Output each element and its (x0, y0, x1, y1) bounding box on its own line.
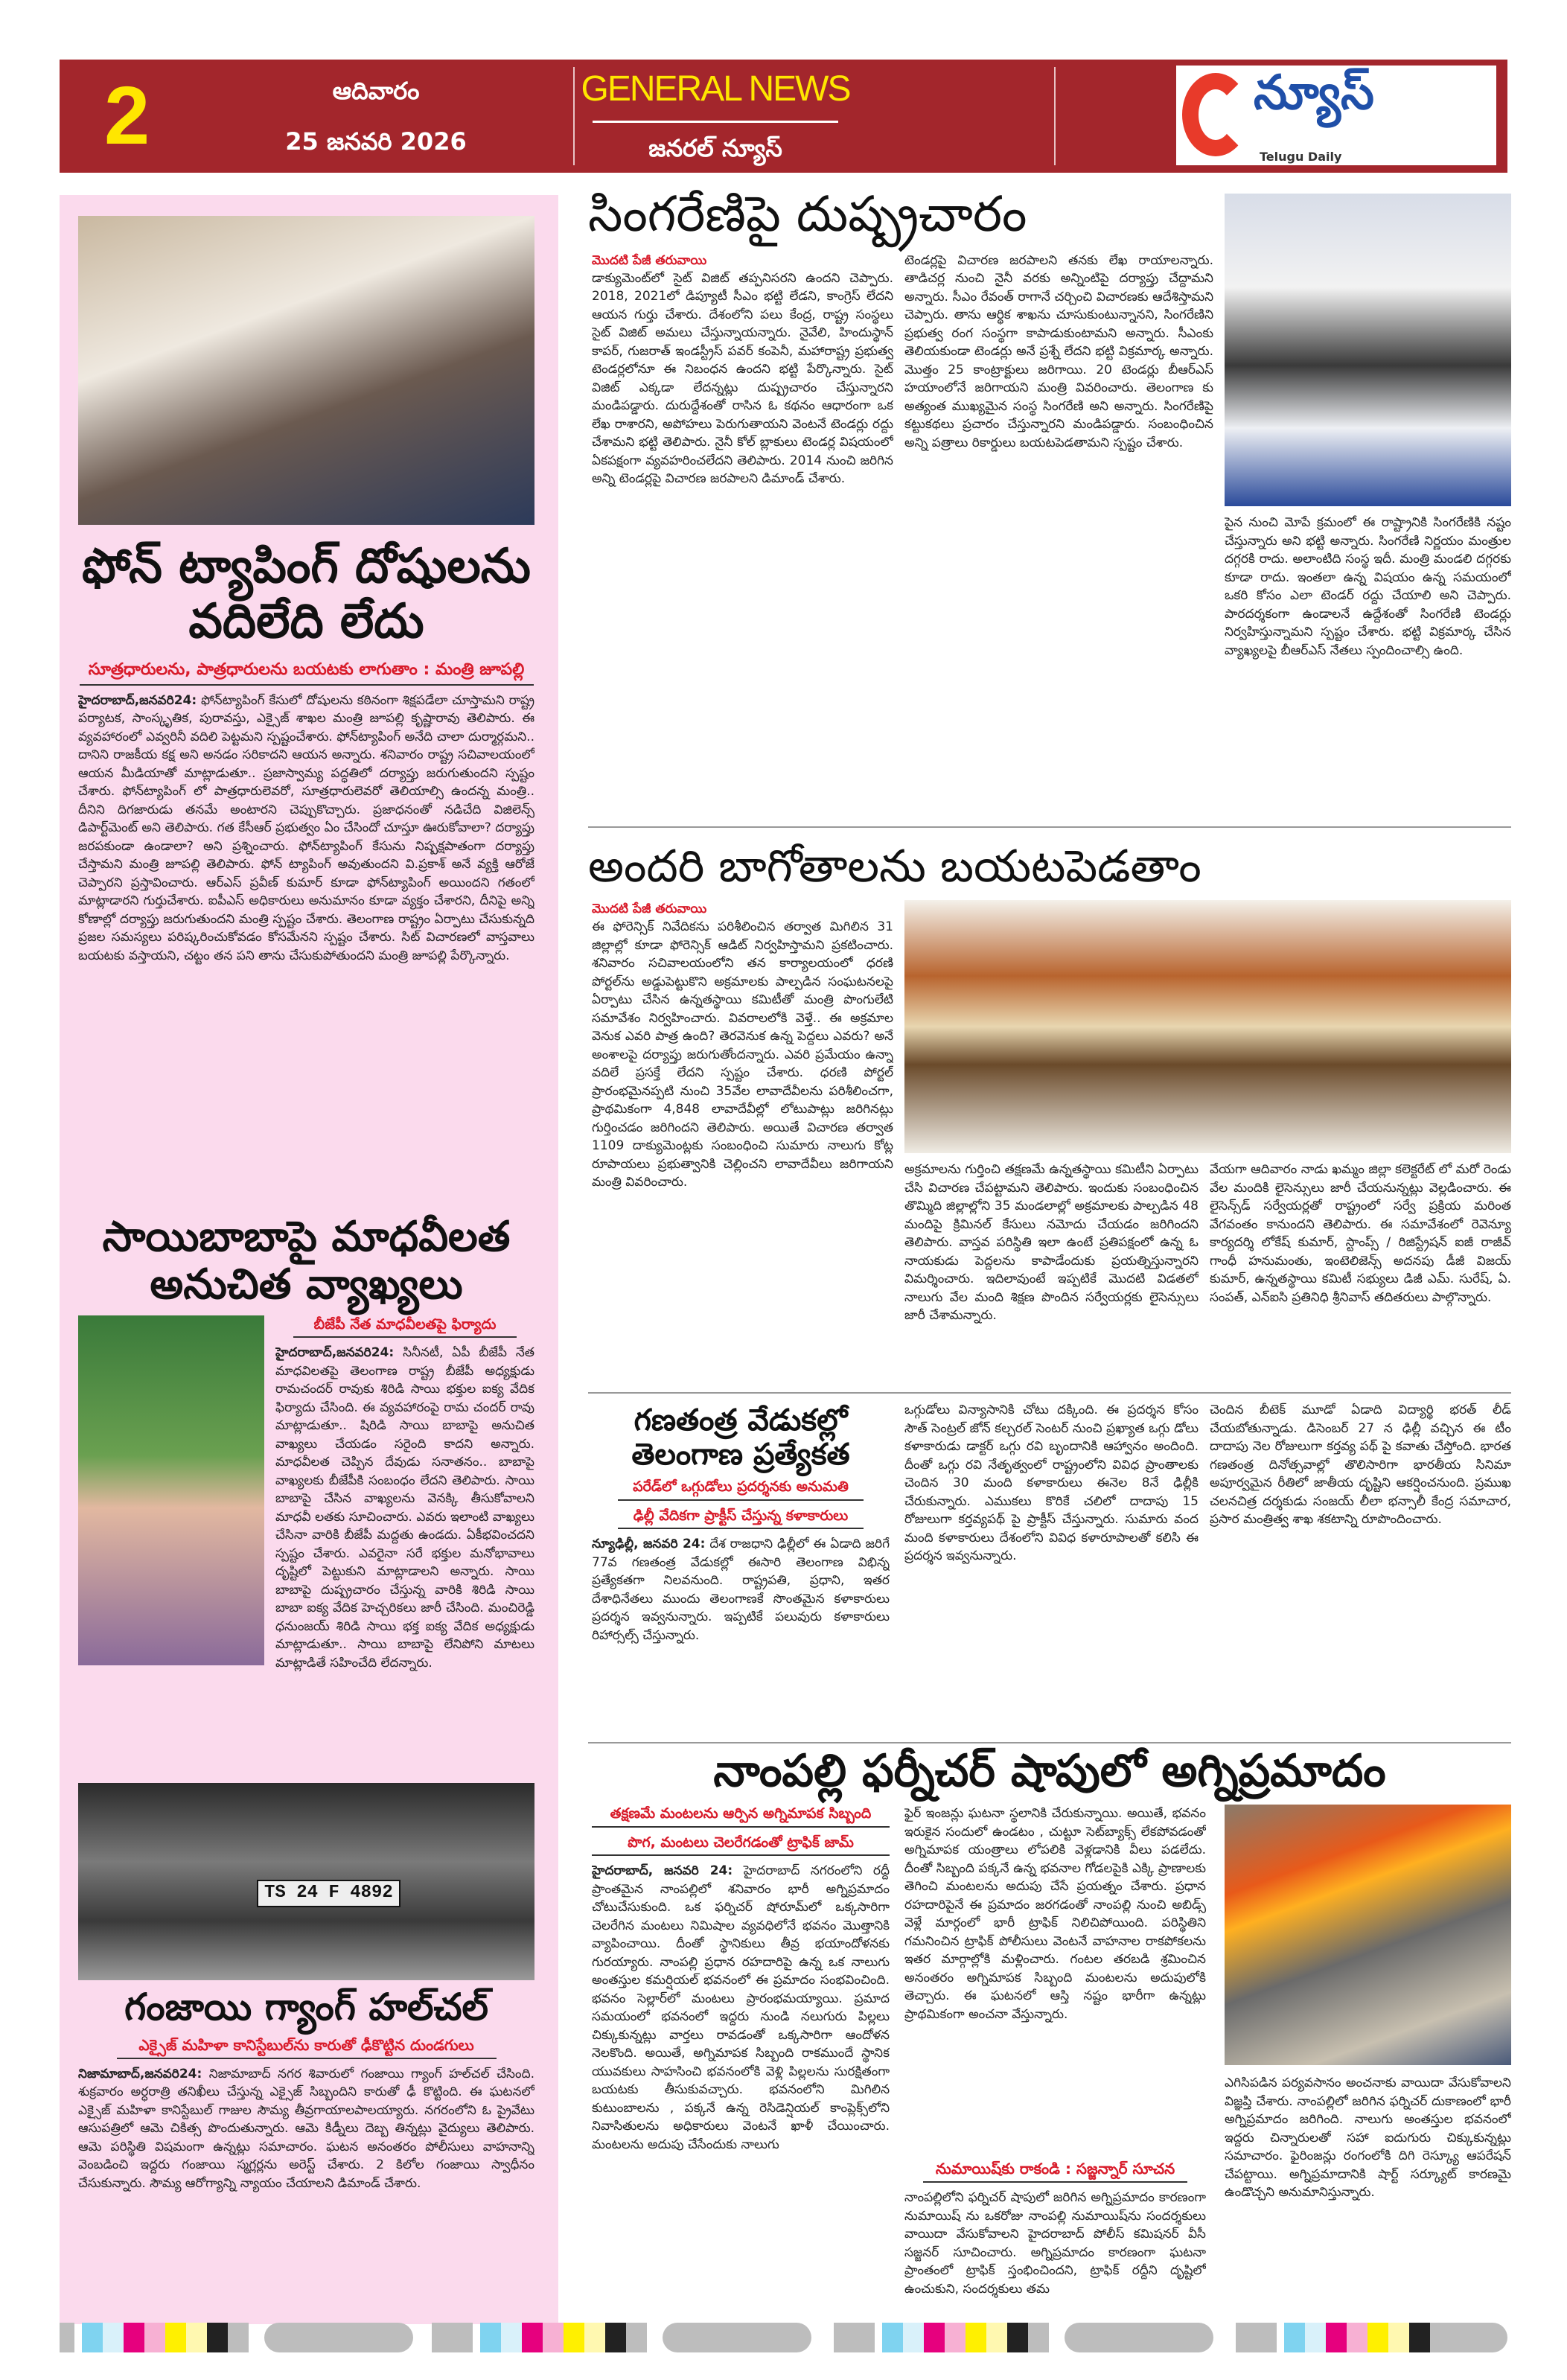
headline-nampalli-fire: నాంపల్లి ఫర్నీచర్ షాపులో అగ్నిప్రమాదం (713, 1745, 1386, 1797)
meeting-photo (904, 900, 1511, 1153)
story-singareni (588, 186, 1213, 815)
subtitle: బీజేపీ నేత మాధవీలతపై ఫిర్యాదు (313, 1315, 497, 1333)
minister-press-photo (78, 216, 534, 525)
logo-text: న్యూస్ (1254, 66, 1374, 121)
section-title-en: GENERAL NEWS (581, 68, 850, 109)
article-body: డాక్యుమెంట్‌లో సైట్ విజిట్ తప్పనిసరని ఉందని చెప్పారు. 2018, 2021లో డిప్యూటీ సీఎం భట్టి లేడని, కాంగ్రెస్ లేదని ఆయన గుర్తు చేశారు. దేశంలోని పలు కేంద్ర, రాష్ట్ర సంస్థలు సైట్ విజిట్ అమలు చేస్తున్నాయన్నారు. నైవేలి, హిందుస్థాన్ కాపర్, గుజరాత్ ఇండస్ట్రీస్ పవర్ కంపెనీ, మహారాష్ట్ర ప్రభుత్వ టెండర్లలోనూ ఈ నిబంధన ఉందని భట్టి పేర్కొన్నారు. సైట్ విజిట్ ఎక్కడా లేదన్నట్లు దుష్ప్రచారం చేస్తున్నారని మండిపడ్డారు. దురుద్దేశంతో రాసిన ఓ కథనం ఆధారంగా ఒక లేఖ రాశారని, అపోహలు పెరుగుతాయని వెంటనే టెండర్లు రద్దు చేశామని భట్టి తెలిపారు. నైనీ కోల్ బ్లాకులు టెండర్ల విషయంలో ఏకపక్షంగా వ్యవహరించలేదని తెలిపారు. 2014 నుంచి జరిగిన అన్ని టెండర్లపై విచారణ జరపాలని డిమాండ్ చేశారు. (592, 270, 893, 487)
divider (573, 67, 575, 165)
madhavi-latha-photo (78, 1315, 264, 1665)
article-body: హైదరాబాద్, జనవరి 24: హైదరాబాద్ నగరంలోని రద్దీ ప్రాంతమైన నాంపల్లిలో శనివారం భారీ అగ్నిప్రమాదం చోటుచేసుకుంది. ఒక ఫర్నిచర్ షోరూమ్‌లో ఒక్కసారిగా చెలరేగిన మంటలు నిమిషాల వ్యవధిలోనే భవనం మొత్తానికి వ్యాపించాయి. దీంతో స్థానికులు తీవ్ర భయాందోళనకు గురయ్యారు. నాంపల్లి ప్రధాన రహదారిపై ఉన్న ఒక నాలుగు అంతస్తుల కమర్షియల్ భవనంలో ఈ ప్రమాదం సంభవించింది. భవనం సెల్లార్‌లో మంటలు ప్రారంభమయ్యాయి. ప్రమాద సమయంలో భవనంలో ఇద్దరు నుండి నలుగురు పిల్లలు చిక్కుకున్నట్లు వార్తలు రావడంతో ఒక్కసారిగా ఆందోళన నెలకొంది. అయితే, అగ్నిమాపక సిబ్బంది రాకముందే స్థానిక యువకులు సాహసించి భవనంలోకి వెళ్లి పిల్లలను సురక్షితంగా బయటకు తీసుకువచ్చారు. భవనంలోని మిగిలిన కుటుంబాలను , పక్కనే ఉన్న రెసిడెన్షియల్ కాంప్లెక్స్‌లోని నివాసితులను అధికారులు వెంటనే ఖాళీ చేయించారు. మంటలను అదుపు చేసేందుకు నాలుగు (592, 1863, 890, 2152)
divider (1054, 67, 1056, 165)
logo-wordmark (1254, 67, 1492, 164)
masthead (60, 60, 1507, 173)
story-ganja-gang (78, 1986, 534, 2315)
article-body: ఫైర్ ఇంజన్లు ఘటనా స్థలానికి చేరుకున్నాయి. అయితే, భవనం ఇరుకైన సందులో ఉండటం , చుట్టూ సెట్‌బ్యాక్స్ లేకపోవడంతో అగ్నిమాపక యంత్రాలు లోపలికి వెళ్లడానికి వీలు పడలేదు. దీంతో సిబ్బంది పక్కనే ఉన్న భవనాల గోడలపైకి ఎక్కి ప్రాణాలకు తెగించి మంటలను అదుపు చేసే ప్రయత్నం చేశారు. ప్రధాన రహదారిపైనే ఈ ప్రమాదం జరగడంతో నాంపల్లి నుంచి అబిడ్స్ వెళ్లే మార్గంలో భారీ ట్రాఫిక్ నిలిచిపోయింది. పరిస్థితిని గమనించిన ట్రాఫిక్ పోలీసులు వెంటనే వాహనాల రాకపోకలను ఇతర మార్గాల్లోకి మళ్లించారు. గంటల తరబడి శ్రమించిన అనంతరం అగ్నిమాపక సిబ్బంది మంటలను అదుపులోకి తెచ్చారు. ఈ ఘటనలో ఆస్తి నష్టం భారీగా ఉన్నట్లు ప్రాథమికంగా అంచనా వేస్తున్నారు. (904, 1806, 1206, 2022)
story-republic-day (588, 1403, 893, 1735)
article-body: వేయగా ఆదివారం నాడు ఖమ్మం జిల్లా కలెక్టరేట్ లో మరో రెండు వేల మందికి లైసెన్సులు జారీ చేయనున్నట్లు వెల్లడించారు. ఈ లైసెన్స్‌డ్ సర్వేయర్లతో రాష్ట్రంలో సర్వే ప్రక్రియ మరింత వేగవంతం కానుందని తెలిపారు. ఈ సమావేశంలో రెవెన్యూ కార్యదర్శి లోకేష్ కుమార్, స్టాంప్స్ / రిజిస్ట్రేషన్ ఐజీ రాజీవ్ గాంధీ హనుమంతు, ఇంటెలిజెన్స్ అదనపు డీజీ విజయ్ కుమార్, ఉన్నతస్థాయి కమిటీ సభ్యులు డిజీ ఎమ్. సురేష్, ఏ. సంపత్, ఎన్ఐసి ప్రతినిధి శ్రీనివాస్ తదితరులు పాల్గొన్నారు. (1210, 1162, 1511, 1305)
column (1225, 1805, 1511, 2315)
article-body: ఈ ఫోరెన్సిక్ నివేదికను పరిశీలించిన తర్వాత మిగిలిన 31 జిల్లాల్లో కూడా ఫోరెన్సిక్ ఆడిట్ నిర్వహిస్తామని ప్రకటించారు. శనివారం సచివాలయంలోని తన కార్యాలయంలో ధరణి పోర్టల్‌ను అడ్డుపెట్టుకొని అక్రమాలకు పాల్పడిన సంఘటనలపై ఏర్పాటు చేసిన ఉన్నతస్థాయి కమిటీతో మంత్రి పొంగులేటి సమావేశం నిర్వహించారు. వివరాలలోకి వెళ్తే.. ఈ అక్రమాల వెనుక ఎవరి పాత్ర ఉంది? తెరవెనుక ఉన్న పెద్దలు ఎవరు? అనే అంశాలపై దర్యాప్తు జరుగుతోందన్నారు. ఎవరి ప్రమేయం ఉన్నా వదిలే ప్రసక్తే లేదని స్పష్టం చేశారు. ధరణి పోర్టల్ ప్రారంభమైనప్పటి నుంచి 35వేల లావాదేవీలను పరిశీలించగా, ప్రాథమికంగా 4,848 లావాదేవీల్లో లోటుపాట్లు జరిగినట్లు గుర్తించడం జరిగిందని తెలిపారు. అయితే విచారణ తర్వాత 1109 దాక్యుమెంట్లకు సంబంధించి సుమారు నాలుగు కోట్ల రూపాయలు ప్రభుత్వానికి చెల్లించని లావాదేవీలు జరిగాయని మంత్రి వివరించారు. (592, 919, 893, 1190)
divider (588, 1392, 1511, 1394)
article-body: నాంపల్లిలోని ఫర్నిచర్ షాపులో జరిగిన అగ్నిప్రమాదం కారణంగా నుమాయిష్ ను ఒకరోజు నాంపల్లి నుమాయిష్‌ను సందర్శకులు వాయిదా వేసుకోవాలని హైదరాబాద్ పోలీస్ కమిషనర్ వీసీ సజ్జనర్ సూచించారు. అగ్నిప్రమాదం కారణంగా ఘటనా ప్రాంతంలో ట్రాఫిక్ స్తంభించిందని, ట్రాఫిక్ రద్దీని దృష్టిలో ఉంచుకుని, సందర్శకులు తమ (904, 2190, 1206, 2297)
subtitle: పరేడ్‌లో ఒగ్గుడోలు ప్రదర్శనకు అనుమతి (633, 1478, 849, 1495)
car-photo (78, 1783, 534, 1980)
divider (592, 1826, 890, 1828)
article-body: హైదరాబాద్,జనవరి24: ఫోన్‌ట్యాపింగ్ కేసులో దోషులను కఠినంగా శిక్షపడేలా చూస్తామని రాష్ట్ర పర్యాటక, సాంస్కృతిక, పురావస్తు, ఎక్సైజ్ శాఖల మంత్రి జూపల్లి కృష్ణారావు తెలిపారు. ఈ వ్యవహారంలో ఎవ్వరినీ వదిలి పెట్టమని స్పష్టంచేశారు. ఫోన్‌ట్యాపింగ్ అనేది చాలా దుర్మార్గమని.. దానిని రాజకీయ కక్ష అని అనడం సరికాదని ఆయన అన్నారు. శనివారం రాష్ట్ర సచివాలయంలో ఆయన మీడియాతో మాట్లాడుతూ.. ప్రజాస్వామ్య పద్ధతిలో దర్యాప్తు జరుగుతుందని స్పష్టం చేశారు. ఫోన్‌ట్యాపింగ్ లో పాత్రధారులెవరో, సూత్రధారులెవరో తెలియాల్సి ఉందన్న మంత్రి.. దీనిని దిగజారుడు తనమే అంటారని చెప్పుకొచ్చారు. ప్రజాధనంతో నడిచేది విజిలెన్స్ డిపార్ట్‌మెంట్ అని తెలిపారు. గత కేసీఆర్ ప్రభుత్వం ఏం చేసిందో చూస్తూ ఊరుకోవాలా? దర్యాప్తు జరపకుండా ఉండాలా? అని ప్రశ్నించారు. ఫోన్‌ట్యాపింగ్ కేసును నిష్పక్షపాతంగా దర్యాప్తు చేస్తామని మంత్రి జూపల్లి తెలిపారు. ఫోన్ ట్యాపింగ్ అవుతుందని వి.ప్రకాశ్ అనే వ్యక్తి ఆరోజే చెప్పారని ప్రస్తావించారు. ఆర్ఎస్ ప్రవీణ్ కుమార్ కూడా ఫోన్‌ట్యాపింగ్ అయిందని గతంలో మాట్లాడారని గుర్తుచేశారు. ఐపీఎస్ అధికారులు అనుమానం కూడా వ్యక్తం చేశారని, దీనిపై అన్ని కోణాల్లో దర్యాప్తు జరుగుతుందని మంత్రి స్పష్టం చేశారు. తెలంగాణ రాష్ట్రం ఏర్పాటు చేసుకున్నది ప్రజల సమస్యలు పరిష్కరించుకోవడం కోసమేనని స్పష్టం చేశారు. సిట్ విచారణలో వాస్తవాలు బయటకు వస్తాయని, చట్టం తన పని తాను చేసుకుపోతుందని మంత్రి జూపల్లి పేర్కొన్నారు. (78, 692, 534, 963)
story-columns (588, 252, 1213, 815)
column (592, 252, 893, 815)
day-label: ఆదివారం (332, 76, 420, 105)
column (588, 1805, 893, 2315)
divider (117, 2058, 497, 2059)
divider (618, 1528, 864, 1529)
story-columns (588, 1805, 1511, 2315)
article-body: న్యూఢిల్లీ, జనవరి 24: దేశ రాజధాని ఢిల్లీలో ఈ ఏడాది జరిగే 77వ గణతంత్ర వేడుకల్లో ఈసారి తెలంగాణ విభిన్న ప్రత్యేకతగా నిలవనుంది. రాష్ట్రపతి, ప్రధాని, ఇతర దేశాధినేతలు ముందు తెలంగాణకే సొంతమైన కళాకారులు ప్రదర్శన ఇవ్వనున్నారు. ఇప్పటికే పలువురు కళాకారులు రిహార్సల్స్ చేస్తున్నారు. (592, 1537, 890, 1643)
subheading: నుమాయిష్‌కు రాకండి : సజ్జన్నార్ సూచన (935, 2160, 1175, 2178)
fire-photo (1225, 1805, 1511, 2065)
divider (588, 826, 1511, 828)
column (904, 1805, 1206, 2315)
page-number: 2 (104, 70, 150, 162)
article-body: పైన నుంచి మోపే క్రమంలో ఈ రాష్ట్రానికి సింగరేణికి నష్టం చేస్తున్నారు అని భట్టి అన్నారు. సింగరేణి నిర్ణయం మంత్రుల దగ్గరకి రాదు. అలాంటిది సంస్థ ఇదీ. మంత్రి మండలి దగ్గరకు కూడా రాదు. ఇంతలా ఉన్న విషయం ఉన్న సమయంలో ఒకరి కోసం ఎలా టెండర్ రద్దు చేయాలి అని చెప్పారు. పారదర్శకంగా ఉండాలనే ఉద్దేశంతో సింగరేణి టెండర్లు నిర్వహిస్తున్నామని స్పష్టం చేశారు. భట్టి విక్రమార్క చేసిన వ్యాఖ్యలపై బీఆర్ఎస్ నేతలు స్పందించాల్సి ఉంది. (1225, 515, 1511, 658)
singareni-photo-column (1225, 194, 1511, 815)
headline-madhavi-latha: సాయిబాబాపై మాధవీలత అనుచిత వ్యాఖ్యలు (102, 1213, 511, 1309)
story-nampalli-fire (588, 1746, 1511, 2315)
section-title-block (581, 64, 850, 168)
subtitle: సూత్రధారులను, పాత్రధారులను బయటకు లాగుతాం : మంత్రి జూపల్లి (88, 660, 525, 680)
article-body: టెండర్లపై విచారణ జరపాలని తనకు లేఖ రాయాలన్నారు. తాడిచర్ల నుంచి నైనీ వరకు అన్నింటిపై దర్యాప్తు చేద్దామని అన్నారు. సీఎం రేవంత్ రాగానే చర్చించి విచారణకు ఆదేశిస్తామని చెప్పారు. తాను ఆర్థిక శాఖను చూసుకుంటున్నానని, సింగరేణిని ప్రభుత్వ రంగ సంస్థగా కాపాడుకుంటామని అన్నారు. సీఎంకు తెలియకుండా టెండర్లు అనే ప్రశ్నే లేదని భట్టి విక్రమార్క అన్నారు. మొత్తం 25 కాంట్రాక్టులు జరిగాయి. 20 టెండర్లు బీఆర్ఎస్ హయాంలోనే జరిగాయని మంత్రి వివరించారు. తెలంగాణ కు అత్యంత ముఖ్యమైన సంస్థ సింగరేణి అని అన్నారు. సింగరేణిపై కట్టుకథలు ప్రచారం చేస్తున్నారని మండిపడ్డారు. సంబంధించిన అన్ని పత్రాలు రికార్డులు బయటపెడతామని స్పష్టం చేశారు. (904, 252, 1213, 450)
subtitle: ఎక్సైజ్ మహిళా కానిస్టేబుల్‌ను కారుతో ఢీకొట్టిన దుండగులు (138, 2035, 474, 2054)
subtitle: తక్షణమే మంటలను ఆర్పిన అగ్నిమాపక సిబ్బంది (610, 1805, 872, 1822)
headline-singareni: సింగరేణిపై దుష్ప్రచారం (588, 185, 1027, 243)
divider (588, 1742, 1511, 1743)
section-title-te: జనరల్ న్యూస్ (648, 133, 782, 162)
divider (293, 1336, 517, 1338)
minister-bhatti-photo (1225, 194, 1511, 506)
divider (80, 684, 534, 686)
divider (592, 1854, 890, 1856)
subtitle: ఢిల్లీ వేదికగా ప్రాక్టీస్ చేస్తున్న కళాకారులు (633, 1507, 849, 1524)
sub-columns (904, 1161, 1511, 1386)
headline-phone-tapping: ఫోన్ ట్యాపింగ్ దోషులను వదిలేది లేదు (82, 539, 531, 649)
story-columns (588, 900, 1511, 1386)
headline-republic-day: గణతంత్ర వేడుకల్లో తెలంగాణ ప్రత్యేకత (631, 1403, 850, 1472)
story-text (275, 1315, 534, 1772)
article-body: చెందిన బీటెక్ మూడో ఏడాది విద్యార్థి భరత్ లీడ్ చేయబోతున్నాడు. డిసెంబర్ 27 న ఢిల్లీ వచ్చిన ఈ టీం దాదాపు నెల రోజులుగా కర్తవ్య పథ్ పై కవాతు చేస్తోంది. భారత గణతంత్ర దినోత్సవాల్లో తొలిసారిగా భారతీయ సినిమా అపూర్వమైన రీతిలో జాతీయ దృష్టిని ఆకర్షించనుంది. ప్రముఖ చలనచిత్ర దర్శకుడు సంజయ్ లీలా భన్సాలీ కేంద్ర సమాచార, ప్రసార మంత్రిత్వ శాఖ శకటాన్ని రూపొందించారు. (1210, 1403, 1511, 1527)
divider (618, 1499, 864, 1501)
article-body: అక్రమాలను గుర్తించి తక్షణమే ఉన్నతస్థాయి కమిటీని ఏర్పాటు చేసి విచారణ చేపట్టామని తెలిపారు. ఇందుకు సంబంధించిన తొమ్మిది జిల్లాల్లోని 35 మండలాల్లో అక్రమాలకు పాల్పడిన 48 మందిపై క్రిమినల్ కేసులు నమోదు చేయడం జరిగిందని తెలిపారు. వాస్తవ పరిస్థితి ఇలా ఉంటే ప్రతిపక్షంలో ఉన్న ఓ నాయకుడు పెద్దలను కాపాడేందుకు ప్రయత్నిస్తున్నారని విమర్శించారు. ఇదిలావుంటే ఇప్పటికే మొదటి విడతలో నాలుగు వేల మంది శిక్షణ పొందిన సర్వేయర్లకు లైసెన్సులు జారీ చేశామన్నారు. (904, 1162, 1199, 1323)
headline-andari: అందరి బాగోతాలను బయటపెడతాం (588, 840, 1201, 893)
story-phone-tapping (78, 540, 534, 1206)
article-body: నిజామాబాద్,జనవరి24: నిజామాబాద్ నగర శివారులో గంజాయి గ్యాంగ్ హల్‌చల్ చేసింది. శుక్రవారం అర్ధరాత్రి తనిఖీలు చేస్తున్న ఎక్సైజ్ సిబ్బందిని కారుతో ఢీ కొట్టింది. ఈ ఘటనలో ఎక్సైజ్ మహిళా కానిస్టేబుల్ గాజుల సౌమ్య తీవ్రగాయాలపాలయ్యారు. నగరంలోని ఓ ప్రైవేటు ఆసుపత్రిలో ఆమె చికిత్స పొందుతున్నారు. ఆమె కిడ్నీలు దెబ్బ తిన్నట్లు వైద్యులు తెలిపారు. ఆమె పరిస్థితి విషమంగా ఉన్నట్లు సమాచారం. ఘటన అనంతరం పోలీసులు వాహనాన్ని వెంబడించి ఇద్దరు గంజాయి స్మగ్లర్లను అరెస్ట్ చేశారు. 2 కిలోల గంజాయి స్వాధీనం చేసుకున్నారు. సౌమ్య ఆరోగ్యాన్ని న్యాయం చేయాలని డిమాండ్ చేశారు. (78, 2066, 534, 2191)
date-label: 25 జనవరి 2026 (285, 127, 467, 156)
column (592, 900, 893, 1386)
logo-tagline: Telugu Daily (1260, 149, 1342, 164)
article-body: ఒగ్గుడోలు విన్యాసానికి చోటు దక్కింది. ఈ ప్రదర్శన కోసం సౌత్ సెంట్రల్ జోన్ కల్చరల్ సెంటర్ నుంచి ప్రఖ్యాత ఒగ్గు డోలు కళాకారుడు డాక్టర్ ఒగ్గు రవి బృందానికి ఆహ్వానం అందింది. దీంతో ఒగ్గు రవి నేతృత్వంలో రాష్ట్రంలోని వివిధ ప్రాంతాలకు చెందిన 30 మంది కళాకారులు ఈనెల 8నే ఢిల్లీకి చేరుకున్నారు. ఎముకలు కొరికే చలిలో దాదాపు 15 రోజులుగా కర్తవ్యపథ్ పై ప్రాక్టీస్ చేస్తున్నారు. సుమారు వంద మంది కళాకారులు దేశంలోని వివిధ కళారూపాలతో కలిసి ఈ ప్రదర్శన ఇవ్వనున్నారు. (904, 1403, 1199, 1563)
article-body: ఎగిసిపడిన పర్యవసానం అంచనాకు వాయిదా వేసుకోవాలని విజ్ఞప్తి చేశారు. నాంపల్లిలో జరిగిన ఫర్నిచర్ దుకాణంలో భారీ అగ్నిప్రమాదం జరిగింది. నాలుగు అంతస్తుల భవనంలో ఇద్దరు చిన్నారులతో సహా ఐదుగురు చిక్కుకున్నట్లు సమాచారం. ఫైరింజన్లు రంగంలోకి దిగి రెస్క్యూ ఆపరేషన్ చేపట్టాయి. అగ్నిప్రమాదానికి షార్ట్ సర్క్యూట్ కారణమై ఉండొచ్చని అనుమానిస్తున్నారు. (1225, 2076, 1511, 2200)
logo-g-icon (1182, 73, 1249, 156)
divider (923, 2181, 1187, 2183)
continued-label: మొదటి పేజీ తరువాయి (592, 252, 707, 268)
story-madhavi-latha (78, 1213, 534, 1772)
divider (593, 121, 838, 123)
story-content (78, 1315, 534, 1772)
date-block (253, 66, 499, 167)
continued-label: మొదటి పేజీ తరువాయి (592, 902, 707, 916)
newspaper-logo (1176, 66, 1496, 165)
article-body: హైదరాబాద్,జనవరి24: సినీనటీ, ఏపీ బీజేపీ నేత మాధవిలతపై తెలంగాణ రాష్ట్ర బీజేపీ అధ్యక్షుడు రామచందర్ రావుకు శిరిడి సాయి భక్తుల ఐక్య వేదిక ఫిర్యాదు చేసింది. ఈ వ్యవహారంపై రామ చందర్ రావు మాట్లాడుతూ.. షిరిడి సాయి బాబాపై అనుచిత వాఖ్యలు చేయడం సరైంది కాదని అన్నారు. మాధవీలత చెప్పిన దేవుడు సనాతనం.. బాబాపై వాఖ్యలకు బీజేపీకి సంబంధం లేదని తెలిపారు. సాయి బాబాపై చేసిన వాఖ్యలను వెనక్కి తీసుకోవాలని మాధవీ లతకు సూచించారు. ఎవరు ఇలాంటి వాఖ్యలు చేసినా వారికి బీజేపీ మద్దతు ఉండదు. ఏకీభవించదని స్పష్టం చేశారు. ఎవరైనా సరే భక్తుల మనోభావాలు దృష్టిలో పెట్టుకుని మాట్లాడాలని అన్నారు. సాయి బాబాపై దుష్ప్రచారం చేస్తున్న వారికి శిరిడి సాయి బాబా ఐక్య వేదిక హెచ్చరికలు జారీ చేసింది. మంచిరెడ్డి ధనుంజయ్ శిరిడి సాయి భక్త ఐక్య వేదిక అధ్యక్షుడు మాట్లాడుతూ.. సాయి బాబాపై లేనిపోని మాటలు మాట్లాడితే సహించేది లేదన్నారు. (275, 1345, 534, 1671)
headline-ganja-gang: గంజాయి గ్యాంగ్ హల్‌చల్ (124, 1985, 488, 2029)
photo-and-columns (904, 900, 1511, 1386)
license-plate: TS 24 F 4892 (257, 1880, 400, 1907)
subtitle: పొగ, మంటలు చెలరేగడంతో ట్రాఫిక్ జామ్ (628, 1834, 854, 1851)
story-andari (588, 841, 1511, 1386)
